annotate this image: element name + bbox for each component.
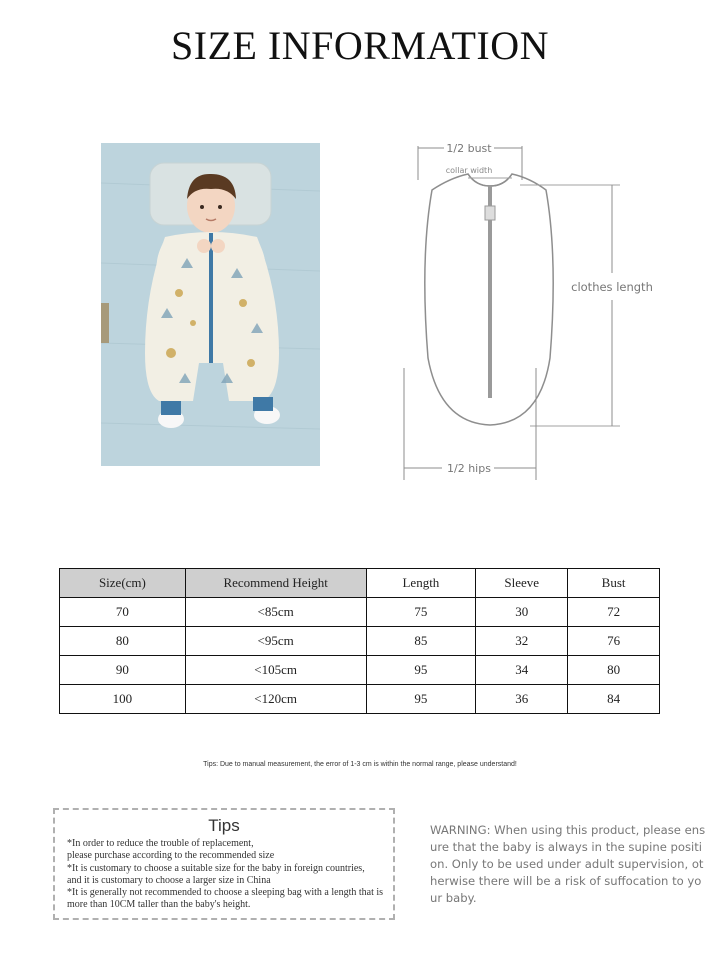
warning-text: WARNING: When using this product, please ensure that the baby is always in the supine position. Only to be used under adult supervision, otherwise there will be a risk of suffocation to your baby. [430, 823, 706, 905]
tips-title: Tips [208, 816, 240, 835]
cell-size: 100 [60, 685, 186, 714]
tips-line: *In order to reduce the trouble of replacement, [67, 838, 254, 849]
tips-line: *It is customary to choose a suitable size for the baby in foreign countries, [67, 862, 365, 874]
tips-body [67, 838, 392, 912]
table-row [60, 598, 660, 627]
size-table [59, 568, 660, 714]
header-length: Length [366, 569, 476, 598]
cell-size: 90 [60, 656, 186, 685]
cell-height: <95cm [185, 627, 366, 656]
product-photo [101, 143, 320, 466]
measurement-tip: Tips: Due to manual measurement, the error of 1-3 cm is within the normal range, please understand! [203, 761, 517, 768]
cell-sleeve: 36 [476, 685, 568, 714]
tips-line: please purchase according to the recommended size [67, 850, 275, 862]
tips-box [53, 808, 395, 920]
header-size: Size(cm) [60, 569, 186, 598]
tips-line: *It is generally not recommended to choose a sleeping bag with a length that is [67, 887, 384, 899]
table-row [60, 656, 660, 685]
header-sleeve: Sleeve [476, 569, 568, 598]
collar-width-label: collar width [445, 166, 493, 175]
clothes-length-label: clothes length [571, 280, 653, 294]
cell-height: <85cm [185, 598, 366, 627]
hips-label: 1/2 hips [447, 462, 491, 475]
cell-sleeve: 30 [476, 598, 568, 627]
header-bust: Bust [568, 569, 660, 598]
table-row [60, 685, 660, 714]
cell-length: 85 [366, 627, 476, 656]
cell-length: 95 [366, 656, 476, 685]
page-title: SIZE INFORMATION [171, 23, 549, 68]
cell-size: 70 [60, 598, 186, 627]
cell-bust: 84 [568, 685, 660, 714]
header-recommend-height: Recommend Height [185, 569, 366, 598]
tips-line: more than 10CM taller than the baby's height. [67, 899, 251, 911]
cell-height: <105cm [185, 656, 366, 685]
measurement-diagram [380, 128, 680, 498]
cell-length: 75 [366, 598, 476, 627]
table-row [60, 627, 660, 656]
cell-length: 95 [366, 685, 476, 714]
cell-bust: 80 [568, 656, 660, 685]
cell-height: <120cm [185, 685, 366, 714]
cell-size: 80 [60, 627, 186, 656]
table-header-row [60, 569, 660, 598]
cell-bust: 76 [568, 627, 660, 656]
bust-label: 1/2 bust [446, 142, 492, 155]
tips-line: and it is customary to choose a larger size in China [67, 874, 271, 886]
cell-sleeve: 32 [476, 627, 568, 656]
cell-bust: 72 [568, 598, 660, 627]
baby-sleeping-bag-image [101, 143, 320, 466]
cell-sleeve: 34 [476, 656, 568, 685]
